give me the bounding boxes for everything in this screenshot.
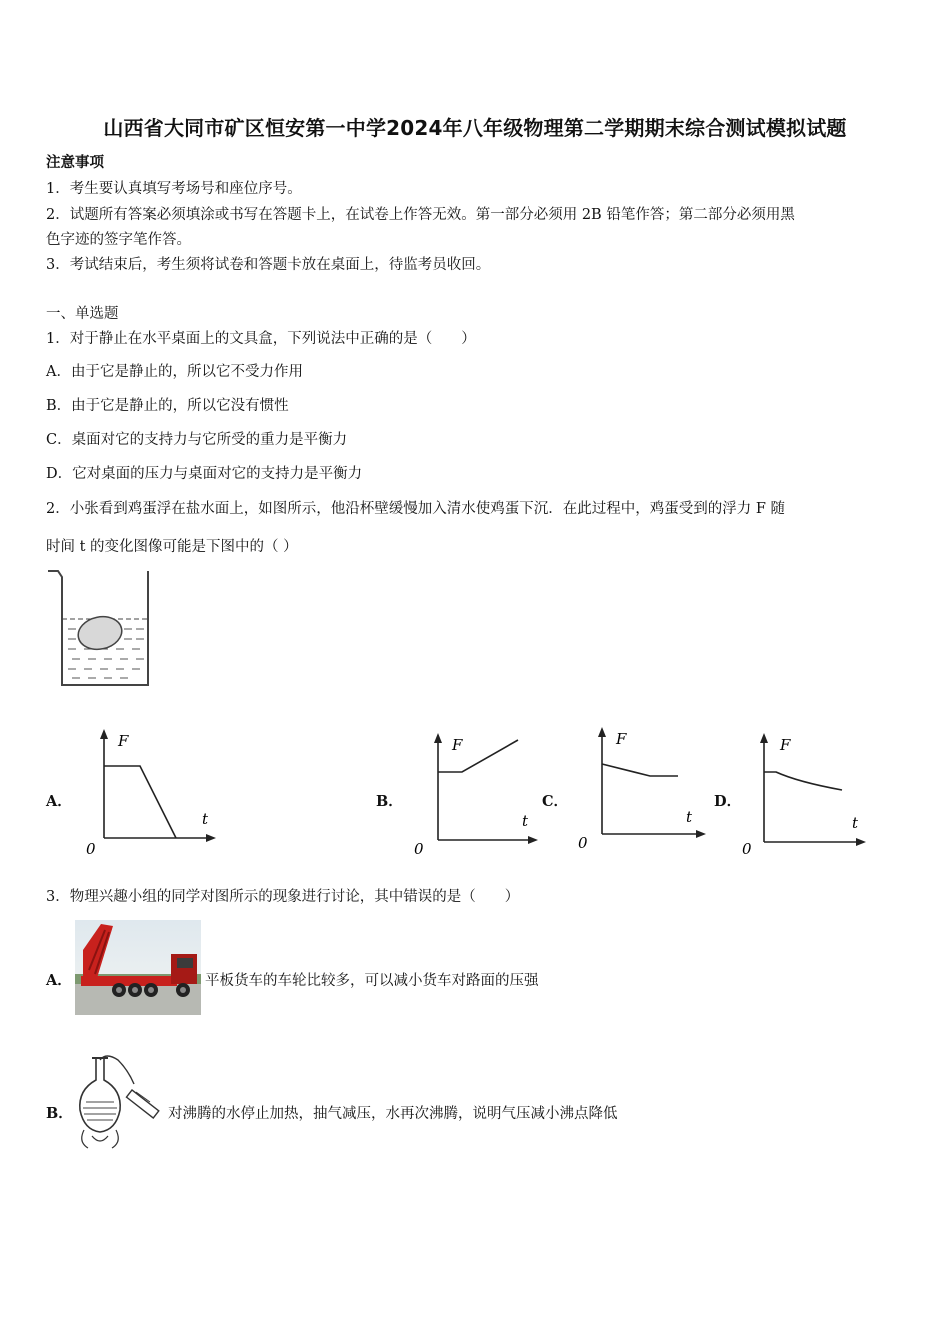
graph-d [738, 728, 872, 858]
section-heading: 一、单选题 [46, 306, 119, 322]
notice-item-2: 2．试题所有答案必须填涂或书写在答题卡上，在试卷上作答无效。第一部分必须用 2B 铅笔作答；第二部分必须用黑 [46, 207, 795, 223]
graph-b-y-label: F [452, 736, 463, 754]
question-1-option-c: C．桌面对它的支持力与它所受的重力是平衡力 [46, 432, 348, 448]
q2-option-c-label: C． [542, 793, 569, 810]
question-2-stem: 2．小张看到鸡蛋浮在盐水面上，如图所示，他沿杯壁缓慢加入清水使鸡蛋下沉．在此过程中，鸡蛋受到的浮力 F 随 [46, 501, 785, 517]
notice-item-1: 1．考生要认真填写考场号和座位序号。 [46, 181, 302, 197]
graph-a-origin: 0 [86, 840, 96, 858]
graph-c-origin: 0 [578, 834, 588, 852]
notice-heading: 注意事项 [46, 154, 104, 171]
graph-a-x-label: t [202, 810, 209, 828]
question-1-option-d: D．它对桌面的压力与桌面对它的支持力是平衡力 [46, 466, 363, 482]
graph-c [574, 724, 712, 854]
notice-item-3: 3．考试结束后，考生须将试卷和答题卡放在桌面上，待监考员收回。 [46, 257, 491, 273]
graph-a-y-label: F [118, 732, 129, 750]
q2-option-a-label: A． [46, 793, 72, 810]
graph-d-x-label: t [852, 814, 859, 832]
q3-option-b-text: 对沸腾的水停止加热，抽气减压，水再次沸腾，说明气压减小沸点降低 [168, 1106, 618, 1122]
notice-item-2-cont: 色字迹的签字笔作答。 [46, 232, 191, 248]
q3-option-a-label: A． [46, 972, 72, 989]
q3-option-a-text: 平板货车的车轮比较多，可以减小货车对路面的压强 [205, 973, 539, 989]
graph-d-y-label: F [780, 736, 791, 754]
exam-title: 山西省大同市矿区恒安第一中学2024年八年级物理第二学期期末综合测试模拟试题 [103, 116, 847, 140]
flatbed-truck-photo [75, 920, 201, 1015]
question-1-option-b: B．由于它是静止的，所以它没有惯性 [46, 398, 289, 414]
graph-c-y-label: F [616, 730, 627, 748]
question-1-option-a: A．由于它是静止的，所以它不受力作用 [46, 364, 303, 380]
graph-b-origin: 0 [414, 840, 424, 858]
question-3-stem: 3．物理兴趣小组的同学对图所示的现象进行讨论，其中错误的是（ ） [46, 889, 520, 905]
graph-a [82, 726, 222, 858]
q2-option-d-label: D． [714, 793, 742, 810]
question-1-stem: 1．对于静止在水平桌面上的文具盒，下列说法中正确的是（ ） [46, 331, 476, 347]
graph-c-x-label: t [686, 808, 693, 826]
graph-b-x-label: t [522, 812, 529, 830]
question-2-stem-cont: 时间 t 的变化图像可能是下图中的（ ） [46, 539, 298, 555]
q3-option-b-label: B． [46, 1105, 73, 1122]
graph-d-origin: 0 [742, 840, 752, 858]
flask-syringe-figure [70, 1050, 170, 1154]
beaker-egg-figure [44, 567, 154, 692]
q2-option-b-label: B． [376, 793, 403, 810]
graph-b [410, 726, 545, 858]
